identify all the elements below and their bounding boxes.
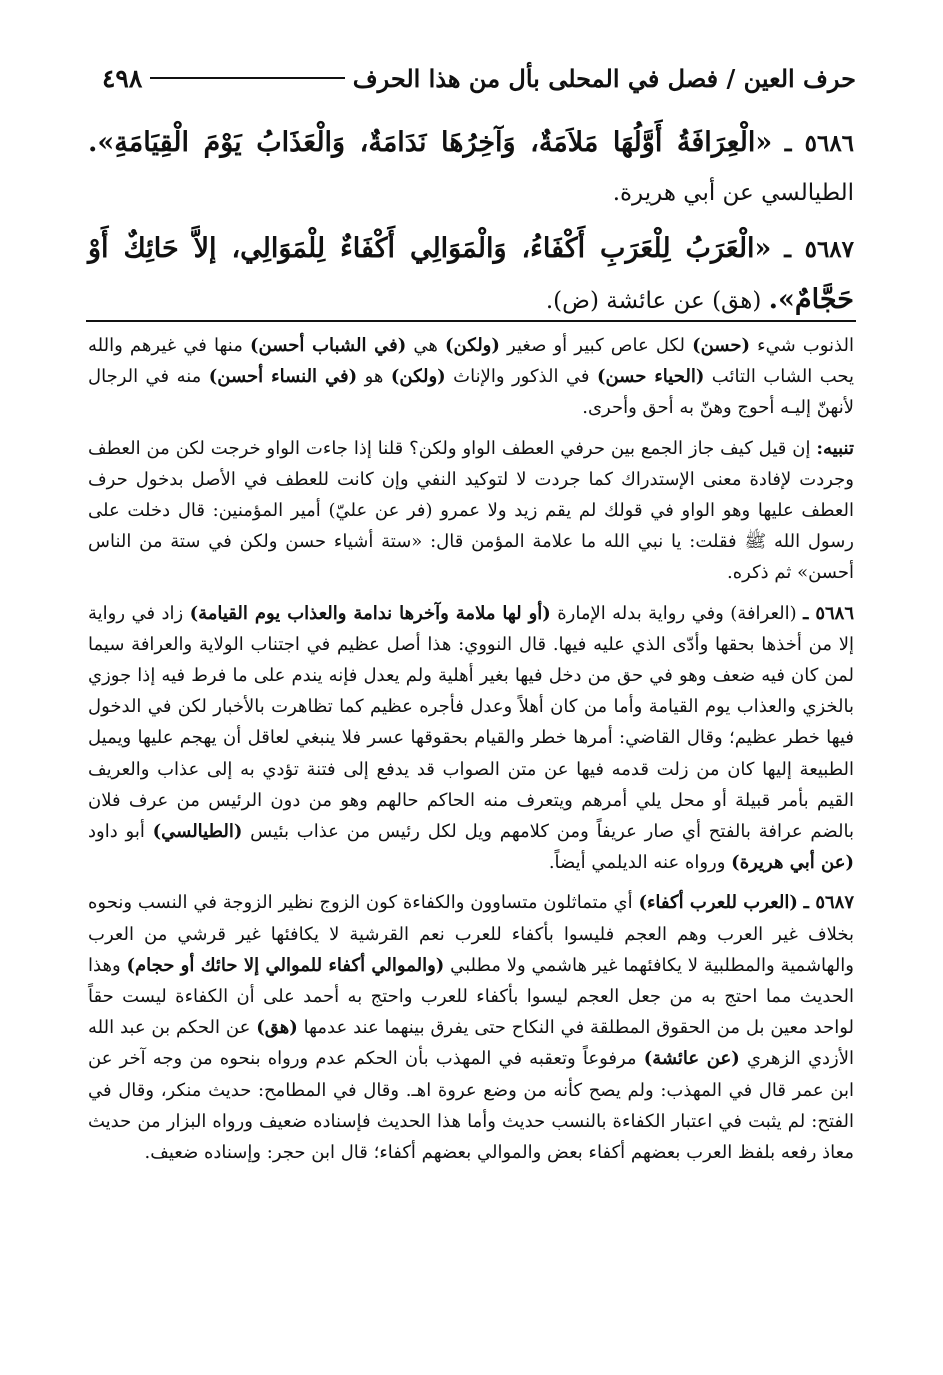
text-run: في الذكور والإناث: [445, 366, 597, 388]
bold-run: (هق): [256, 1017, 298, 1039]
footnote-divider: [86, 320, 856, 322]
bold-run: (ولكن): [445, 335, 500, 356]
commentary-continuation: [88, 330, 854, 424]
hadith-text: «الْعَرَبُ لِلْعَرَبِ أَكْفَاءُ، وَالْمَوَالِي أَكْفَاءٌ لِلْمَوَالِي، إلاَّ حَائِكٌ أَوْ حَجَّامٌ».: [88, 233, 854, 315]
commentary-5687: [88, 887, 854, 1168]
commentary: [88, 330, 854, 1177]
text-run: هي: [406, 335, 446, 356]
text-run: ورواه عنه الديلمي أيضاً.: [548, 852, 732, 874]
text-run: وفي رواية بدله الإمارة: [550, 602, 731, 624]
main-text: [88, 118, 854, 332]
commentary-note: [88, 433, 854, 589]
bold-run: (والموالي أكفاء للموالي إلا حائك أو حجام): [126, 954, 445, 976]
note-label: تنبيه:: [816, 437, 854, 459]
commentary-5686: [88, 598, 854, 879]
bold-run: (حسن): [692, 335, 750, 356]
bold-run: (في النساء أحسن): [208, 366, 358, 388]
text-run: هو: [357, 366, 391, 388]
bold-run: (الطيالسي): [152, 821, 243, 843]
bold-run: (في الشباب أحسن): [250, 335, 407, 356]
text-run: منه في الرجال لأنهنّ إليـه أحوج وهنّ به أحق وأحرى.: [88, 366, 854, 419]
page-header: [88, 56, 856, 100]
bold-run: (الحياء حسن): [596, 366, 705, 388]
text-run: منها في غيرهم والله يحب الشاب التائب: [88, 335, 855, 388]
page-number: ٤٩٨: [102, 63, 143, 93]
text-run: زاد في رواية إلا من أخذها بحقها وأدّى الذي عليه فيها. قال النووي: هذا أصل عظيم في اجتناب الولاية والعرافة سيما لمن كان فيه ضعف وهو في حق من دخل فيها بغير أهلية ولم يعدل فإنه يندم على ما فرط فيه إذا جوزي بالخزي والعذاب يوم القيامة وأما من كان أهلاً وعدل فأجره عظيم كما تظاهرت بالأخبار لكن في الدخول فيها خطر عظيم؛ وقال القاضي: أمرها خطر والقيام بحقوقها عسر فلا ينبغي لعاقل أن يهجم عليها ويميل الطبيعة إليها كان من زلت قدمه فيها عن متن الصواب قد يدفع إلى فتنة تؤدي به إلى عذاب والعريف القيم بأمر قبيلة أو محل يلي أمرهم ويتعرف منه الحاكم حالهم وهو من دون الرئيس من عرف فلان بالضم عرافة بالفتح أي صار عريفاً ومن كلامهم ويل لكل رئيس من عذاب بئيس: [88, 602, 854, 843]
bold-run: (عن عائشة): [643, 1048, 740, 1070]
bold-run: (العرافة): [730, 602, 797, 624]
bold-run: (العرب للعرب أكفاء): [638, 892, 798, 914]
hadith-5687: [88, 224, 854, 326]
header-rule: [150, 77, 344, 79]
hadith-text: «الْعِرَافَةُ أَوَّلُهَا مَلاَمَةٌ، وَآخِرُهَا نَدَامَةٌ، وَالْعَذَابُ يَوْمَ الْقِيَامَةِ».: [88, 127, 773, 158]
hadith-source: الطيالسي عن أبي هريرة.: [612, 180, 854, 206]
text-run: عن الحكم بن عبد الله الأزدي الزهري: [88, 1017, 855, 1070]
text-run: الذنوب شيء: [750, 335, 854, 356]
hadith-source: (هق) عن عائشة (ض).: [545, 288, 762, 314]
text-run: مرفوعاً وتعقبه في المهذب بأن الحكم عدم ورواه بنحوه من وجه آخر عن ابن عمر قال في المهذب: ولم يصح كأنه من وضع عروة اهـ. وقال في المطامح: حديث منكر، وقال في الفتح: لم يثبت في اعتبار الكفاءة بالنسب حديث وأما هذا الحديث فإسناده ضعيف ورواه البزار من حديث معاذ رفعه بلفظ العرب بعضهم أكفاء بعض والموالي بعضهم أكفاء؛ قال ابن حجر: وإسناده ضعيف.: [88, 1048, 854, 1164]
hadith-5686: [88, 118, 854, 218]
bold-run: (أو لها ملامة وآخرها ندامة والعذاب يوم القيامة): [189, 602, 551, 624]
text-run: لكل عاص كبير أو صغير: [499, 335, 693, 356]
text-run: أبو داود: [88, 821, 153, 843]
commentary-number: ٥٦٨٦ ـ: [803, 602, 854, 624]
bold-run: (عن أبي هريرة): [731, 852, 854, 874]
bold-run: (ولكن): [390, 366, 446, 388]
hadith-number: ٥٦٨٧ ـ: [784, 236, 855, 263]
text-run: وهذا الحديث مما احتج به من جعل العجم ليسوا بأكفاء للعرب واحتج به أحمد على أن الكفاءة ليست حقاً لواحد معين بل من الحقوق المطلقة في النكاح حتى يفرق بينهما عند عدمها: [88, 954, 854, 1039]
hadith-number: ٥٦٨٦ ـ: [784, 130, 855, 157]
running-title: حرف العين / فصل في المحلى بأل من هذا الحرف: [352, 63, 856, 93]
text-run: أي متماثلون متساوون والكفاءة كون الزوج نظير الزوجة في النسب ونحوه بخلاف غير العرب وهم العجم فليسوا بأكفاء للعرب نعم القرشية لا يكافئها غير قرشي من العرب والهاشمية والمطلبية لا يكافئهما غير هاشمي ولا مطلبي: [88, 892, 854, 976]
commentary-number: ٥٦٨٧ ـ: [803, 892, 854, 914]
text-run: إن قيل كيف جاز الجمع بين حرفي العطف الواو ولكن؟ قلنا إذا جاءت الواو خرجت لكن من العطف وجردت لإفادة معنى الإستدراك كما جردت لا لتوكيد النفي وإن كانت للعطف في الأصل بدخول حرف العطف عليها وهو الواو في قولك لم يقم زيد ولا عمرو (فر عن عليّ) أمير المؤمنين: قال دخلت على رسول الله ﷺ فقلت: يا نبي الله ما علامة المؤمن قال: «ستة أشياء حسن ولكن في ستة من الناس أحسن» ثم ذكره.: [88, 437, 854, 584]
